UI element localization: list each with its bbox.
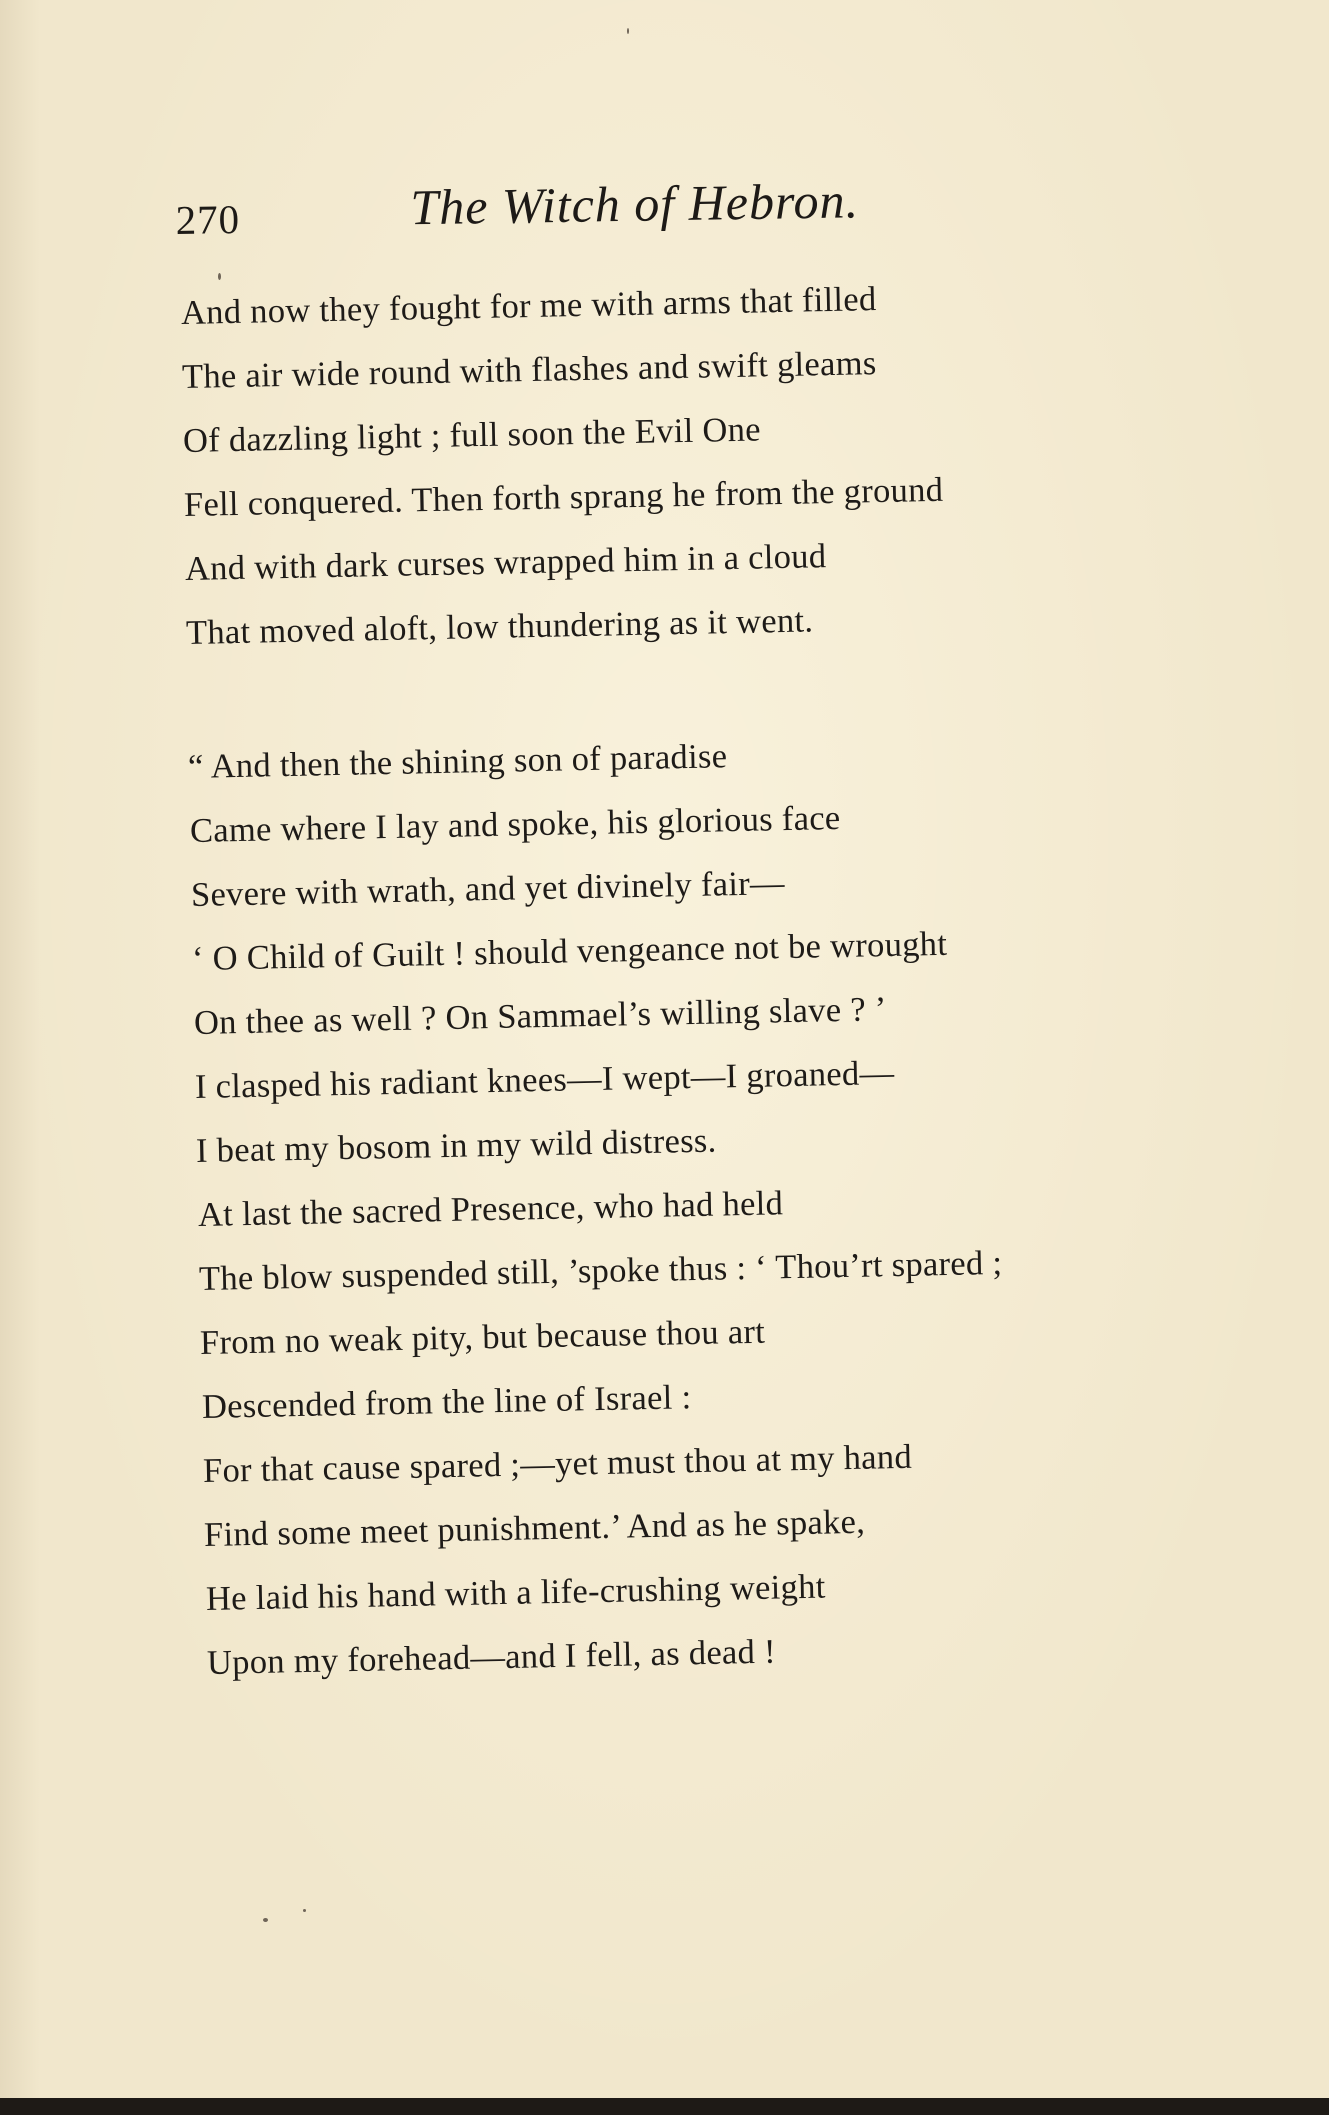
verse-line: He laid his hand with a life-crushing weight bbox=[205, 1567, 826, 1618]
paper-speck bbox=[218, 273, 221, 280]
verse-line: Fell conquered. Then forth sprang he from the ground bbox=[183, 470, 944, 524]
verse-line: The blow suspended still, ’spoke thus : ‘ Thou’rt spared ; bbox=[198, 1243, 1003, 1298]
verse-line: I beat my bosom in my wild distress. bbox=[195, 1121, 717, 1170]
verse-line: The air wide round with flashes and swift gleams bbox=[181, 344, 877, 396]
page-bottom-edge bbox=[0, 2098, 1329, 2115]
verse-line: Severe with wrath, and yet divinely fair— bbox=[190, 864, 786, 914]
paper-speck bbox=[263, 1918, 268, 1922]
running-title: The Witch of Hebron. bbox=[409, 172, 860, 236]
verse-line: Of dazzling light ; full soon the Evil One bbox=[182, 410, 762, 460]
verse-line: At last the sacred Presence, who had held bbox=[197, 1184, 784, 1234]
verse-line: And now they fought for me with arms that filled bbox=[180, 280, 877, 332]
verse-line: For that cause spared ;—yet must thou at my hand bbox=[202, 1437, 913, 1490]
paper-speck bbox=[627, 28, 629, 34]
verse-line: On thee as well ? On Sammael’s willing slave ? ’ bbox=[193, 990, 887, 1042]
verse-line: Descended from the line of Israel : bbox=[201, 1378, 692, 1426]
page-number: 270 bbox=[175, 195, 241, 243]
verse-line: And with dark curses wrapped him in a cloud bbox=[184, 537, 827, 588]
verse-line: Upon my forehead—and I fell, as dead ! bbox=[206, 1632, 777, 1682]
paper-speck bbox=[303, 1909, 306, 1912]
verse-line: That moved aloft, low thundering as it went. bbox=[185, 601, 814, 652]
verse-line: Find some meet punishment.’ And as he spake, bbox=[203, 1502, 866, 1554]
verse-line: From no weak pity, but because thou art bbox=[199, 1312, 766, 1362]
verse-line: Came where I lay and spoke, his glorious face bbox=[189, 798, 841, 850]
verse-line: I clasped his radiant knees—I wept—I groaned— bbox=[194, 1053, 895, 1106]
verse-line: “ And then the shining son of paradise bbox=[187, 737, 728, 786]
verse-line: ‘ O Child of Guilt ! should vengeance not be wrought bbox=[191, 924, 948, 978]
